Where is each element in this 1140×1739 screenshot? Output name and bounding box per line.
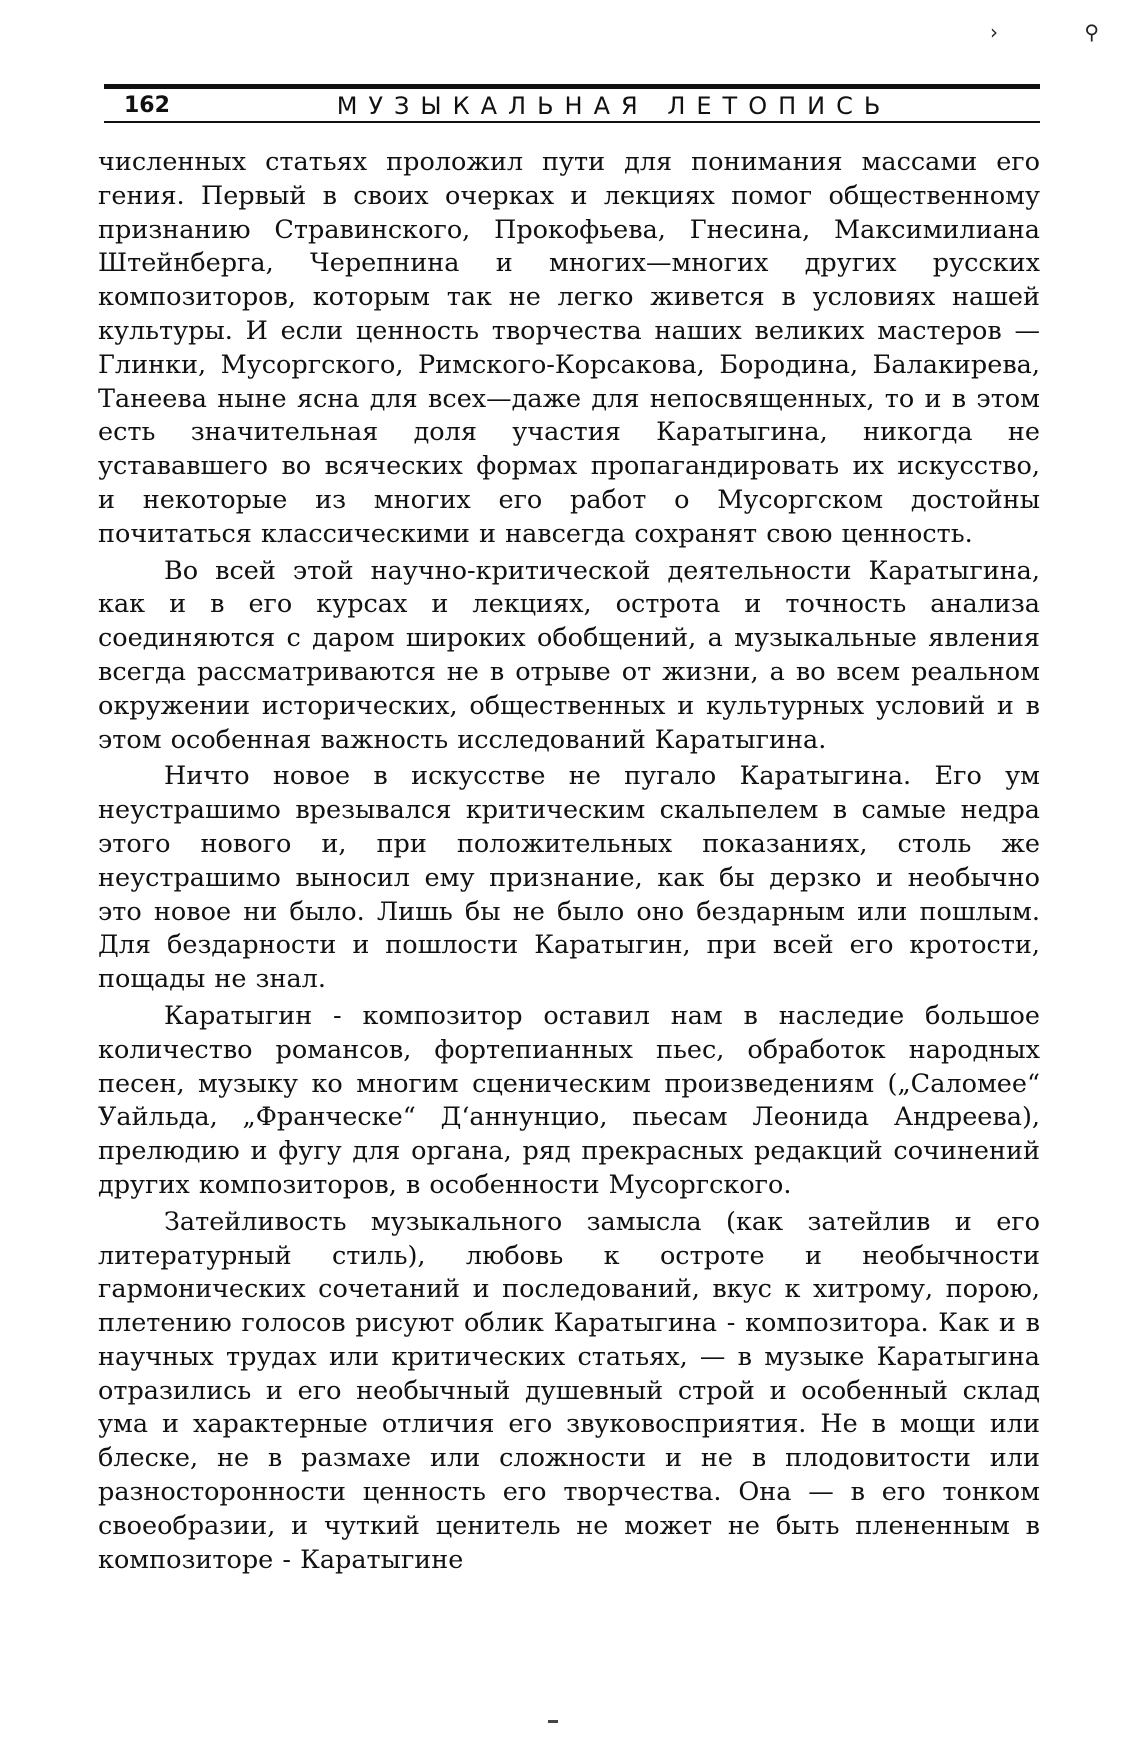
header-rule-bottom bbox=[104, 121, 1040, 123]
paragraph-3: Ничто новое в искусстве не пугало Каратыгина. Его ум неустрашимо врезывался критическим скальпелем в самые недра этого нового и, при положительных показаниях, столь же неустрашимо выносил ему признание, как бы дерзко и необычно это новое ни было. Лишь бы не было оно бездарным или пошлым. Для бездарности и пошлости Каратыгин, при всей его кротости, пощады не знал. bbox=[98, 761, 1040, 995]
corner-marks: › ⚲ bbox=[990, 20, 1140, 44]
running-title: МУЗЫКАЛЬНАЯ ЛЕТОПИСЬ bbox=[336, 92, 892, 120]
body-text bbox=[98, 146, 1040, 1580]
paragraph-5: Затейливость музыкального замысла (как затейлив и его литературный стиль), любовь к остроте и необычности гармонических сочетаний и последований, вкус к хитрому, порою, плетению голосов рисуют облик Каратыгина - композитора. Как и в научных трудах или критических статьях, — в музыке Каратыгина отразились и его необычный душевный строй и особенный склад ума и характерные отличия его звуковосприятия. Не в мощи или блеске, не в размахе или сложности и не в плодовитости или разносторонности ценность его творчества. Она — в его тонком своеобразии, и чуткий ценитель не может не быть плененным в композиторе - Каратыгине bbox=[98, 1206, 1040, 1575]
bottom-mark bbox=[548, 1720, 558, 1723]
paragraph-2: Во всей этой научно-критической деятельности Каратыгина, как и в его курсах и лекциях, острота и точность анализа соединяются с даром широких обобщений, а музыкальные явления всегда рассматриваются не в отрыве от жизни, а во всем реальном окружении исторических, общественных и культурных условий и в этом особенная важность исследований Каратыгина. bbox=[98, 555, 1040, 755]
header-rule-top bbox=[104, 84, 1040, 89]
paragraph-4: Каратыгин - композитор оставил нам в наследие большое количество романсов, фортепианных пьес, обработок народных песен, музыку ко многим сценическим произведениям („Саломее“ Уайльда, „Франческе“ Д‘аннунцио, пьесам Леонида Андреева), прелюдию и фугу для органа, ряд прекрасных редакций сочинений других композиторов, в особенности Мусоргского. bbox=[98, 1000, 1040, 1200]
page-header bbox=[104, 80, 1040, 126]
page-number: 162 bbox=[124, 93, 170, 118]
paragraph-1: численных статьях проложил пути для понимания массами его гения. Первый в своих очерках и лекциях помог общественному признанию Стравинского, Прокофьева, Гнесина, Максимилиана Штейнберга, Черепнина и многих—многих других русских композиторов, которым так не легко живется в условиях нашей культуры. И если ценность творчества наших великих мастеров — Глинки, Мусоргского, Римского-Корсакова, Бородина, Балакирева, Танеева ныне ясна для всех—даже для непосвященных, то и в этом есть значительная доля участия Каратыгина, никогда не устававшего во всяческих формах пропагандировать их искусство, и некоторые из многих его работ о Мусоргском достойны почитаться классическими и навсегда сохранят свою ценность. bbox=[98, 147, 1040, 549]
